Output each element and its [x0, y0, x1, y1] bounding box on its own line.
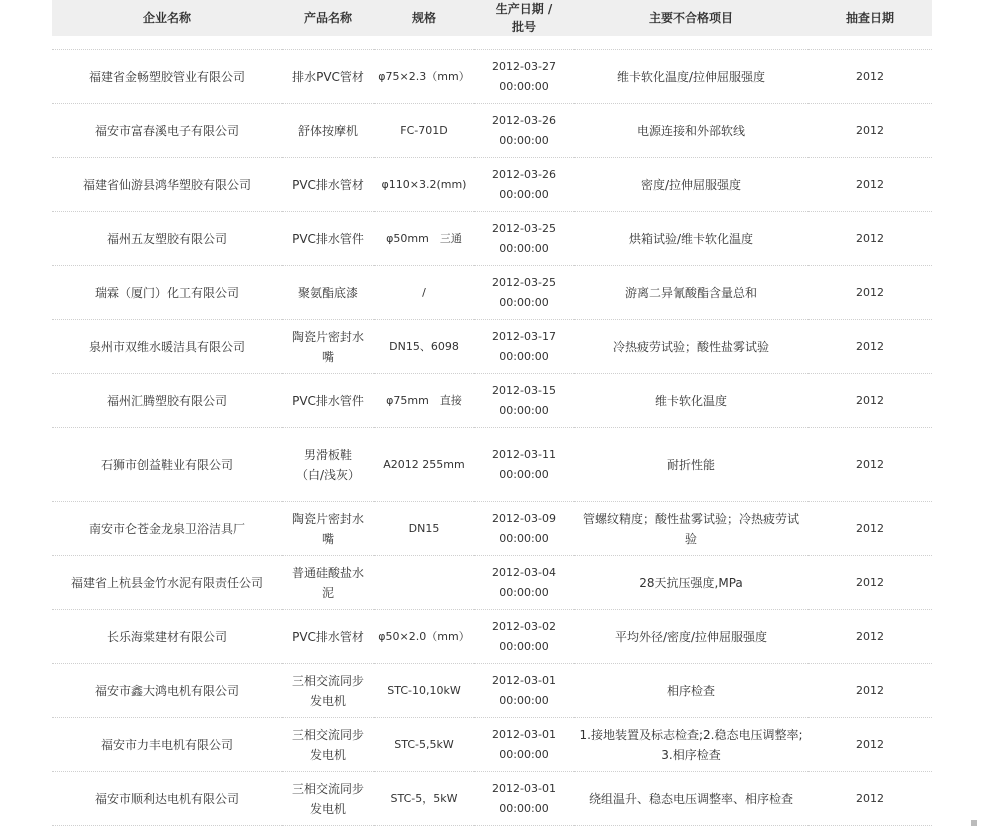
cell-product: PVC排水管件: [282, 212, 374, 266]
cell-spec: FC-701D: [374, 104, 474, 158]
cell-issue: 耐折性能: [574, 428, 808, 502]
cell-date: 2012-03-01 00:00:00: [474, 772, 574, 826]
cell-date: 2012-03-01 00:00:00: [474, 664, 574, 718]
cell-spec: φ50mm 三通: [374, 212, 474, 266]
table-row: [52, 158, 932, 212]
cell-spec: DN15: [374, 502, 474, 556]
scroll-corner: [971, 820, 977, 826]
header-date: 生产日期 / 批号: [474, 0, 574, 37]
cell-date: 2012-03-25 00:00:00: [474, 212, 574, 266]
cell-check-date: 2012: [808, 664, 932, 718]
cell-company: 瑞霖（厦门）化工有限公司: [52, 266, 282, 320]
cell-check-date: 2012: [808, 502, 932, 556]
cell-spec: φ75×2.3（mm）: [374, 50, 474, 104]
table-row: [52, 104, 932, 158]
cell-product: 陶瓷片密封水嘴: [282, 320, 374, 374]
cell-company: 福安市鑫大鸿电机有限公司: [52, 664, 282, 718]
cell-spec: DN15、6098: [374, 320, 474, 374]
cell-product: 三相交流同步发电机: [282, 718, 374, 772]
inspection-table-container: [52, 0, 932, 826]
cell-check-date: 2012: [808, 104, 932, 158]
cell-company: 石狮市创益鞋业有限公司: [52, 428, 282, 502]
table-header-row: [52, 0, 932, 37]
header-product: 产品名称: [282, 0, 374, 37]
cell-check-date: 2012: [808, 212, 932, 266]
cell-spec: [374, 556, 474, 610]
cell-company: 泉州市双维水暖洁具有限公司: [52, 320, 282, 374]
table-row: [52, 664, 932, 718]
cell-date: 2012-03-04 00:00:00: [474, 556, 574, 610]
cell-spec: STC-5，5kW: [374, 772, 474, 826]
cell-check-date: 2012: [808, 610, 932, 664]
cell-check-date: 2012: [808, 320, 932, 374]
header-spec: 规格: [374, 0, 474, 37]
cell-company: 福建省金畅塑胶管业有限公司: [52, 50, 282, 104]
cell-check-date: 2012: [808, 718, 932, 772]
cell-date: 2012-03-02 00:00:00: [474, 610, 574, 664]
cell-spec: φ50×2.0（mm）: [374, 610, 474, 664]
cell-product: 普通硅酸盐水泥: [282, 556, 374, 610]
cell-spec: φ110×3.2(mm): [374, 158, 474, 212]
cell-company: 福建省仙游县鸿华塑胶有限公司: [52, 158, 282, 212]
cell-spec: φ75mm 直接: [374, 374, 474, 428]
table-row: [52, 556, 932, 610]
cell-product: 舒体按摩机: [282, 104, 374, 158]
cell-spec: A2012 255mm: [374, 428, 474, 502]
cell-issue: 电源连接和外部软线: [574, 104, 808, 158]
table-row: [52, 320, 932, 374]
cell-check-date: 2012: [808, 158, 932, 212]
cell-company: 福安市顺利达电机有限公司: [52, 772, 282, 826]
cell-issue: 管螺纹精度；酸性盐雾试验；冷热疲劳试验: [574, 502, 808, 556]
cell-check-date: 2012: [808, 428, 932, 502]
table-row: [52, 718, 932, 772]
cell-issue: 密度/拉伸屈服强度: [574, 158, 808, 212]
table-row: [52, 266, 932, 320]
cell-product: 三相交流同步发电机: [282, 664, 374, 718]
cell-issue: 维卡软化温度: [574, 374, 808, 428]
table-row: [52, 428, 932, 502]
cell-date: 2012-03-27 00:00:00: [474, 50, 574, 104]
cell-product: PVC排水管材: [282, 158, 374, 212]
cell-company: 长乐海棠建材有限公司: [52, 610, 282, 664]
cell-date: 2012-03-25 00:00:00: [474, 266, 574, 320]
cell-issue: 维卡软化温度/拉伸屈服强度: [574, 50, 808, 104]
header-issue: 主要不合格项目: [574, 0, 808, 37]
cell-company: 南安市仑苍金龙泉卫浴洁具厂: [52, 502, 282, 556]
inspection-table: [52, 0, 932, 826]
header-check-date: 抽查日期: [808, 0, 932, 37]
cell-company: 福州汇腾塑胶有限公司: [52, 374, 282, 428]
cell-date: 2012-03-26 00:00:00: [474, 104, 574, 158]
cell-product: 男滑板鞋（白/浅灰）: [282, 428, 374, 502]
cell-product: 陶瓷片密封水嘴: [282, 502, 374, 556]
cell-check-date: 2012: [808, 374, 932, 428]
cell-issue: 游离二异氰酸酯含量总和: [574, 266, 808, 320]
cell-issue: 平均外径/密度/拉伸屈服强度: [574, 610, 808, 664]
cell-date: 2012-03-15 00:00:00: [474, 374, 574, 428]
header-spacer: [52, 37, 932, 50]
table-row: [52, 772, 932, 826]
table-row: [52, 610, 932, 664]
cell-company: 福州五友塑胶有限公司: [52, 212, 282, 266]
cell-spec: STC-10,10kW: [374, 664, 474, 718]
cell-check-date: 2012: [808, 772, 932, 826]
table-row: [52, 212, 932, 266]
cell-product: 三相交流同步发电机: [282, 772, 374, 826]
cell-check-date: 2012: [808, 266, 932, 320]
cell-date: 2012-03-01 00:00:00: [474, 718, 574, 772]
cell-issue: 1.接地装置及标志检查;2.稳态电压调整率;3.相序检查: [574, 718, 808, 772]
cell-product: 聚氨酯底漆: [282, 266, 374, 320]
cell-product: PVC排水管件: [282, 374, 374, 428]
table-row: [52, 50, 932, 104]
cell-company: 福安市富春溪电子有限公司: [52, 104, 282, 158]
cell-company: 福安市力丰电机有限公司: [52, 718, 282, 772]
header-company: 企业名称: [52, 0, 282, 37]
cell-product: 排水PVC管材: [282, 50, 374, 104]
cell-date: 2012-03-09 00:00:00: [474, 502, 574, 556]
cell-date: 2012-03-17 00:00:00: [474, 320, 574, 374]
cell-company: 福建省上杭县金竹水泥有限责任公司: [52, 556, 282, 610]
cell-issue: 冷热疲劳试验；酸性盐雾试验: [574, 320, 808, 374]
cell-issue: 28天抗压强度,MPa: [574, 556, 808, 610]
cell-spec: STC-5,5kW: [374, 718, 474, 772]
cell-check-date: 2012: [808, 50, 932, 104]
cell-date: 2012-03-26 00:00:00: [474, 158, 574, 212]
table-row: [52, 502, 932, 556]
cell-issue: 烘箱试验/维卡软化温度: [574, 212, 808, 266]
cell-spec: /: [374, 266, 474, 320]
cell-product: PVC排水管材: [282, 610, 374, 664]
cell-issue: 相序检查: [574, 664, 808, 718]
cell-check-date: 2012: [808, 556, 932, 610]
cell-date: 2012-03-11 00:00:00: [474, 428, 574, 502]
cell-issue: 绕组温升、稳态电压调整率、相序检查: [574, 772, 808, 826]
table-row: [52, 374, 932, 428]
